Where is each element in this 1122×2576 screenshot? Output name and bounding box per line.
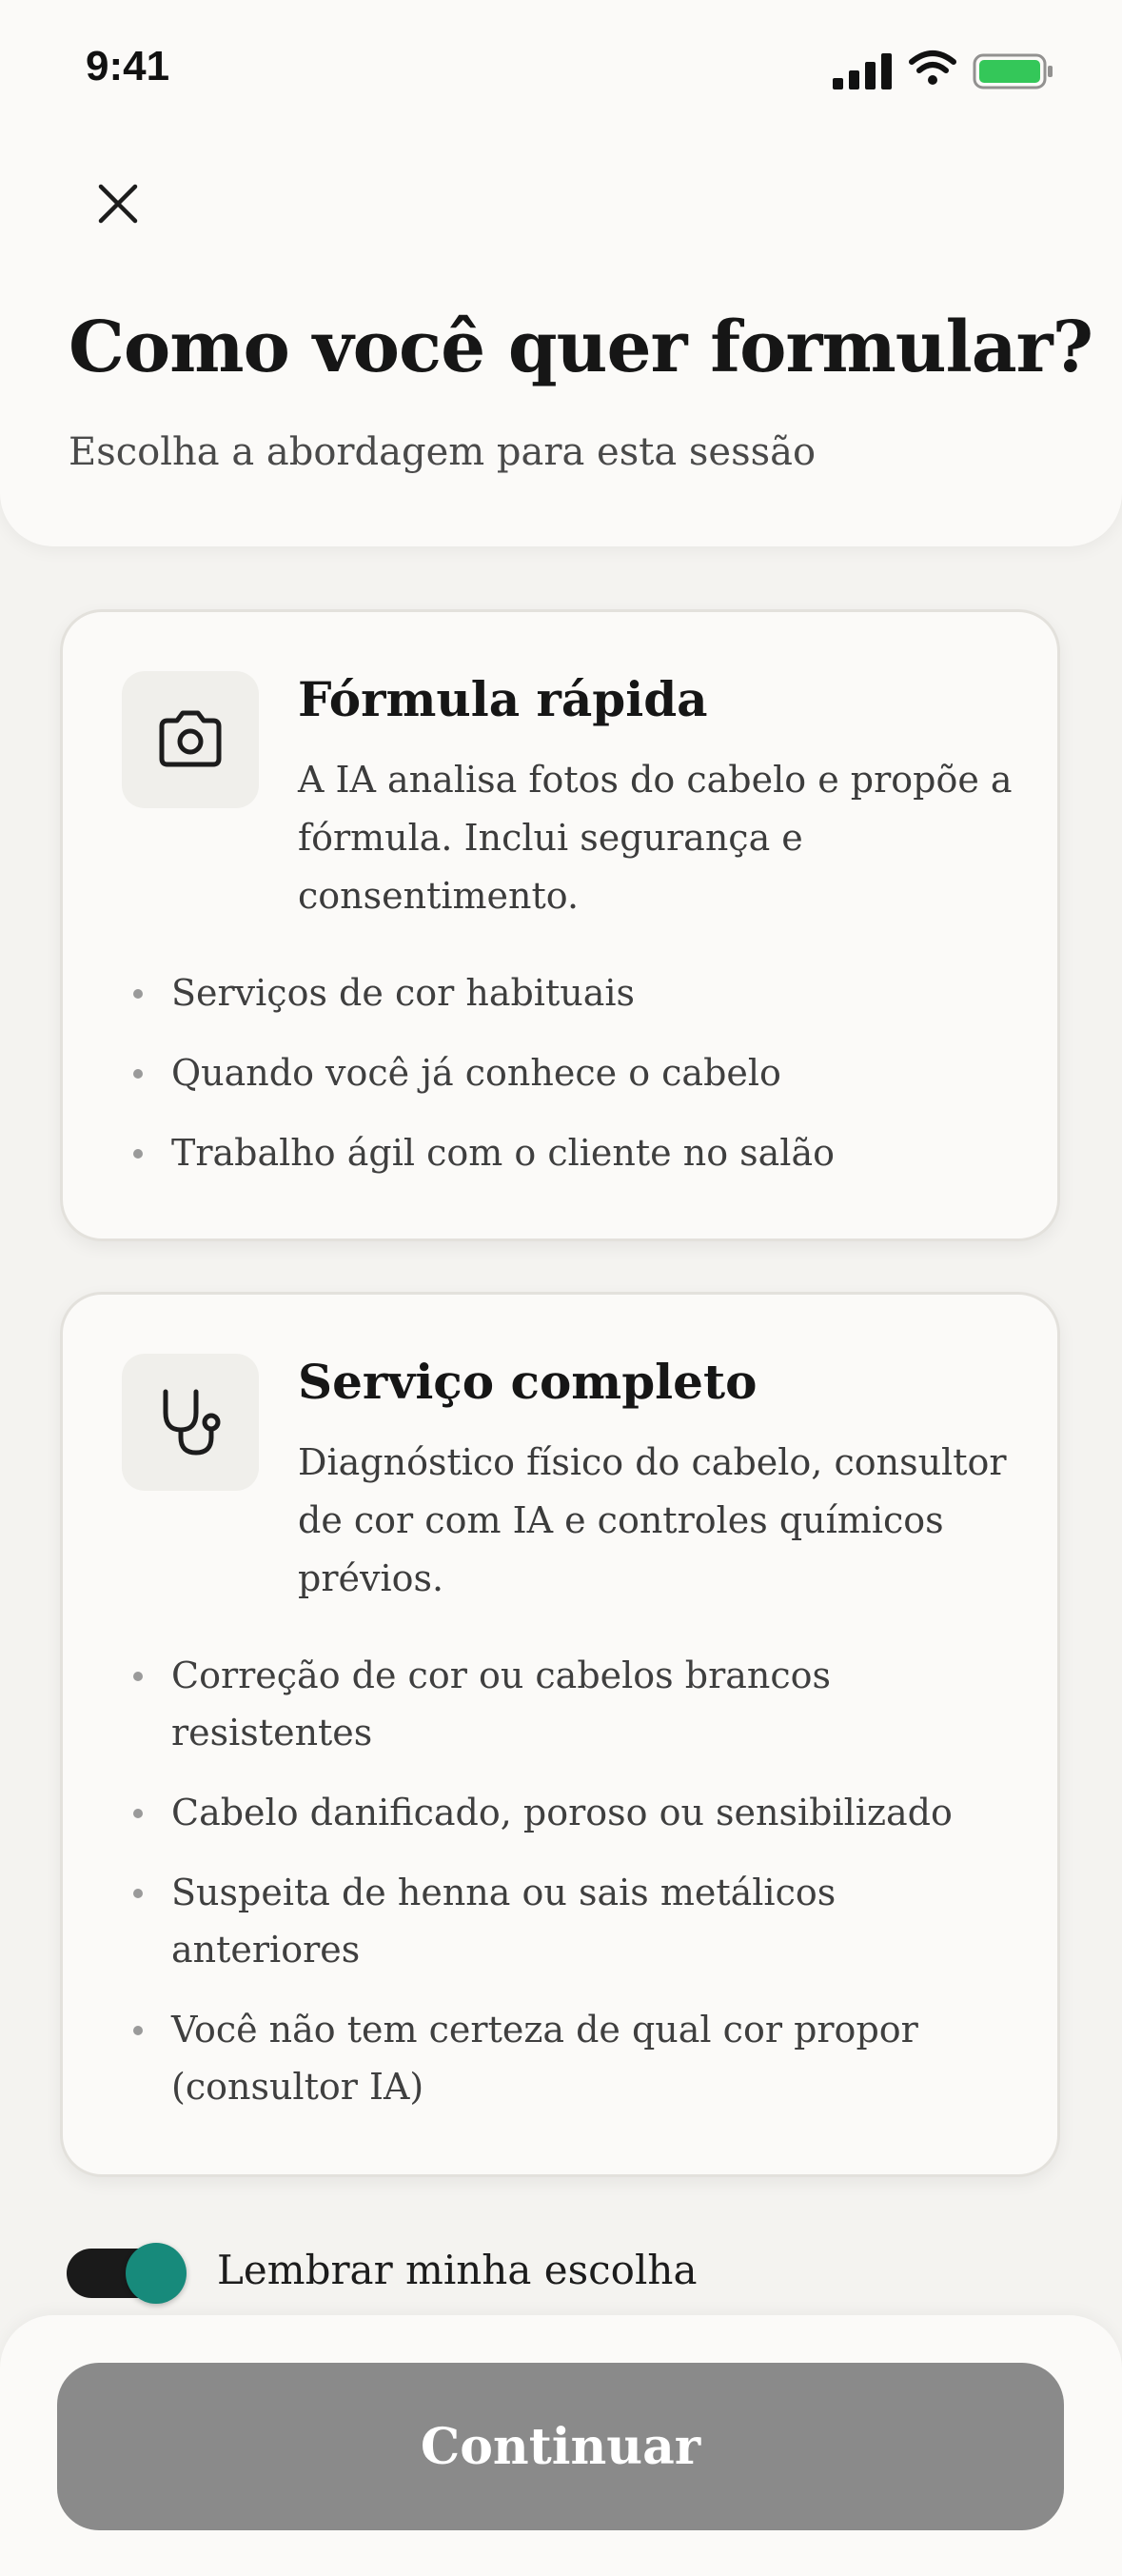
bullet-text: Você não tem certeza de qual cor propor (consultor IA) <box>171 2009 918 2108</box>
bullet-text: Correção de cor ou cabelos brancos resistentes <box>171 1655 832 1754</box>
option-bullet-list <box>129 964 1000 1204</box>
list-item <box>129 1647 1000 1761</box>
page-title: Como você quer formular? <box>69 307 1092 388</box>
signal-icon <box>833 53 894 89</box>
continue-button[interactable]: Continuar <box>57 2363 1064 2530</box>
bullet-dot <box>133 1809 143 1818</box>
bullet-text: Cabelo danificado, poroso ou sensibilizado <box>171 1792 953 1833</box>
list-item <box>129 1864 1000 1978</box>
header <box>0 0 1122 546</box>
camera-icon <box>152 702 228 778</box>
option-card-full-service[interactable] <box>60 1292 1060 2177</box>
toggle-knob <box>126 2243 187 2304</box>
remember-choice-row <box>67 2241 923 2308</box>
list-item <box>129 1044 1000 1101</box>
bullet-dot <box>133 1069 143 1079</box>
battery-icon <box>973 52 1054 90</box>
list-item <box>129 2001 1000 2115</box>
close-button[interactable] <box>84 169 152 238</box>
icon-box <box>122 1354 259 1491</box>
wifi-icon <box>909 50 956 88</box>
icon-box <box>122 671 259 808</box>
bullet-text: Trabalho ágil com o cliente no salão <box>171 1132 835 1174</box>
list-item <box>129 1784 1000 1841</box>
status-bar <box>0 0 1122 143</box>
option-bullet-list <box>129 1647 1000 2138</box>
list-item <box>129 1124 1000 1181</box>
bullet-dot <box>133 2026 143 2035</box>
bottom-panel <box>0 2315 1122 2576</box>
bullet-dot <box>133 1889 143 1898</box>
option-card-quick-formula[interactable] <box>60 609 1060 1241</box>
bullet-text: Serviços de cor habituais <box>171 972 636 1014</box>
list-item <box>129 964 1000 1021</box>
option-title: Fórmula rápida <box>298 671 708 727</box>
bullet-text: Suspeita de henna ou sais metálicos anteriores <box>171 1872 837 1971</box>
option-description: Diagnóstico físico do cabelo, consultor de cor com IA e controles químicos prévios. <box>298 1441 1007 1599</box>
bullet-dot <box>133 989 143 999</box>
bullet-text: Quando você já conhece o cabelo <box>171 1052 781 1094</box>
remember-toggle[interactable] <box>67 2249 183 2298</box>
bullet-dot <box>133 1672 143 1681</box>
bullet-dot <box>133 1149 143 1159</box>
page-subtitle: Escolha a abordagem para esta sessão <box>69 430 817 474</box>
stethoscope-icon <box>150 1382 230 1462</box>
status-time: 9:41 <box>86 43 170 89</box>
close-icon <box>95 181 141 227</box>
option-title: Serviço completo <box>298 1354 758 1410</box>
option-description: A IA analisa fotos do cabelo e propõe a fórmula. Inclui segurança e consentimento. <box>298 759 1013 917</box>
remember-label: Lembrar minha escolha <box>217 2247 698 2293</box>
